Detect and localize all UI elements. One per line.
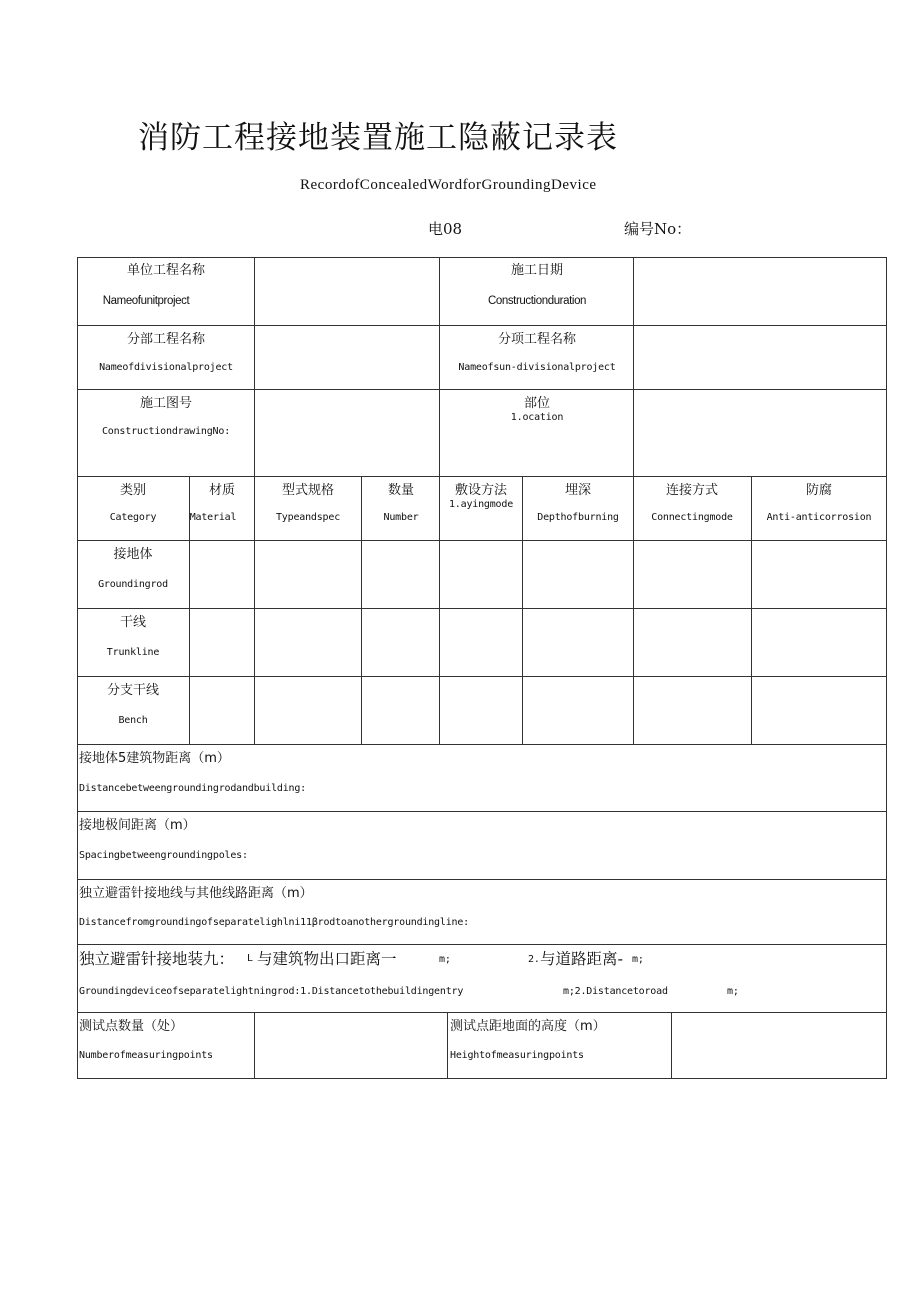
row-label-cn: 干线	[119, 615, 147, 630]
table-border-bottom	[77, 1078, 887, 1079]
row-line	[77, 540, 887, 541]
drawing-no-label-cn: 施工图号	[139, 396, 193, 411]
col-line	[633, 257, 634, 476]
lightning-line-distance-en: Distancefromgroundingofseparatelighlni11βrodtoanothergroundingline:	[79, 917, 469, 928]
measuring-count-cn: 测试点数量（处）	[79, 1019, 184, 1034]
device-distance-cn-e: 2.	[528, 954, 540, 965]
column-header-cn: 敷设方法	[454, 483, 508, 498]
device-distance-cn-g: m;	[632, 954, 644, 965]
rod-building-distance-en: Distancebetweengroundingrodandbuilding:	[79, 783, 306, 794]
table-border-top	[77, 257, 887, 258]
column-header-cn: 材质	[208, 483, 236, 498]
unit-project-label-cn: 单位工程名称	[126, 263, 206, 278]
record-table	[77, 257, 887, 1079]
pole-spacing-cn: 接地极间距离（m）	[79, 818, 196, 833]
device-distance-en-a: Groundingdeviceofseparatelightningrod:1.Distancetothebuildingentry	[79, 986, 464, 997]
doc-number-label: 编号No：	[624, 220, 692, 238]
column-header-cn: 类别	[119, 483, 147, 498]
col-line	[439, 476, 440, 744]
form-code: 电08	[428, 220, 463, 238]
row-label-cn: 接地体	[113, 547, 153, 562]
column-header-cn: 连接方式	[665, 483, 719, 498]
col-line	[751, 476, 752, 744]
subdivisional-project-label-en: Nameofsun-divisionalproject	[458, 362, 616, 373]
row-line	[77, 676, 887, 677]
device-distance-en-c: m;	[727, 986, 739, 997]
column-header-en: Anti-anticorrosion	[766, 512, 872, 523]
row-line	[77, 476, 887, 477]
column-header-cn: 型式规格	[281, 483, 335, 498]
form-title: 消防工程接地装置施工隐蔽记录表	[138, 120, 618, 156]
drawing-no-label-en: ConstructiondrawingNo:	[101, 426, 231, 437]
row-line	[77, 1012, 887, 1013]
location-label-cn: 部位	[523, 396, 551, 411]
row-line	[77, 608, 887, 609]
col-line	[671, 1012, 672, 1079]
device-distance-en-b: m;2.Distancetoroad	[563, 986, 668, 997]
unit-project-label-en: Nameofunitproject	[102, 295, 190, 307]
row-line	[77, 879, 887, 880]
row-label-en: Trunkline	[106, 647, 160, 658]
column-header-en: Material	[189, 512, 237, 523]
divisional-project-label-cn: 分部工程名称	[126, 332, 206, 347]
device-distance-cn-c: 与建筑物出口距离一	[257, 950, 397, 968]
table-border-left	[77, 257, 78, 1079]
row-line	[77, 811, 887, 812]
row-label-en: Bench	[118, 715, 148, 726]
pole-spacing-en: Spacingbetweengroundingpoles:	[79, 850, 248, 861]
device-distance-cn-b: L	[247, 953, 253, 964]
col-line	[522, 476, 523, 744]
rod-building-distance-cn: 接地体5建筑物距离（m）	[79, 751, 230, 766]
col-line	[361, 476, 362, 744]
row-line	[77, 944, 887, 945]
table-border-right	[886, 257, 887, 1079]
col-line	[254, 257, 255, 476]
row-line	[77, 744, 887, 745]
measuring-height-en: Heightofmeasuringpoints	[450, 1050, 584, 1061]
divisional-project-label-en: Nameofdivisionalproject	[99, 362, 233, 373]
device-distance-cn-f: 与道路距离-	[540, 950, 624, 968]
row-label-cn: 分支干线	[106, 683, 160, 698]
column-header-cn: 防腐	[805, 483, 833, 498]
construction-date-label-en: Constructionduration	[487, 295, 587, 307]
lightning-line-distance-cn: 独立避雷针接地线与其他线路距离（m）	[79, 886, 313, 901]
column-header-en: Depthofburning	[537, 512, 619, 523]
subdivisional-project-label-cn: 分项工程名称	[497, 332, 577, 347]
col-line	[447, 1012, 448, 1079]
row-line	[77, 325, 887, 326]
location-label-en: 1.ocation	[510, 412, 564, 423]
col-line	[254, 1012, 255, 1079]
column-header-en: Typeandspec	[275, 512, 341, 523]
column-header-en: 1.ayingmode	[448, 499, 514, 510]
form-subtitle: RecordofConcealedWordforGroundingDevice	[300, 177, 597, 193]
column-header-en: Number	[383, 512, 419, 523]
column-header-cn: 埋深	[564, 483, 592, 498]
col-line	[254, 476, 255, 744]
measuring-count-en: Numberofmeasuringpoints	[79, 1050, 213, 1061]
device-distance-cn-a: 独立避雷针接地装九：	[79, 950, 235, 968]
construction-date-label-cn: 施工日期	[510, 263, 564, 278]
measuring-height-cn: 测试点距地面的高度（m）	[450, 1019, 606, 1034]
device-distance-cn-d: m;	[439, 954, 451, 965]
column-header-cn: 数量	[387, 483, 415, 498]
column-header-en: Connectingmode	[651, 512, 733, 523]
row-line	[77, 389, 887, 390]
row-label-en: Groundingrod	[98, 579, 168, 590]
col-line	[633, 476, 634, 744]
column-header-en: Category	[109, 512, 157, 523]
col-line	[439, 257, 440, 476]
